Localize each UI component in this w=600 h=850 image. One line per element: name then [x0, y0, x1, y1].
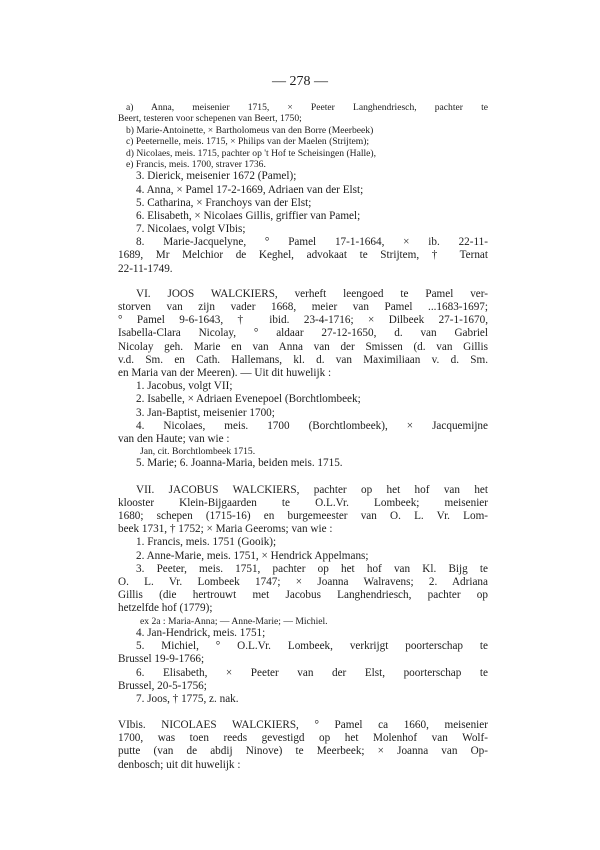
text-line: 3. Peeter, meis. 1751, pachter op het hof van Kl. Bijg te [136, 562, 488, 575]
page-number: — 278 — [272, 74, 328, 89]
text-line: beek 1731, † 1752; × Maria Geeroms; van wie : [118, 523, 333, 536]
text-line: 22-11-1749. [118, 262, 173, 275]
text-line: Isabella-Clara Nicolay, ° aldaar 27-12-1650, d. van Gabriel [118, 327, 488, 340]
text-line: Gillis (die hertrouwt met Jacobus Langhendriesch, pachter op [118, 589, 488, 602]
text-line: Jan, cit. Borchtlombeek 1715. [140, 446, 256, 458]
text-line: 5. Marie; 6. Joanna-Maria, beiden meis. 1715. [136, 457, 343, 470]
text-line: d) Nicolaes, meis. 1715, pachter op 't Hof te Scheisingen (Halle), [126, 147, 377, 159]
text-line: Brussel, 20-5-1756; [118, 679, 207, 692]
text-line: b) Marie-Antoinette, × Bartholomeus van den Borre (Meerbeek) [126, 124, 374, 136]
text-line: denbosch; uit dit huwelijk : [118, 758, 241, 771]
text-line: 6. Elisabeth, × Nicolaes Gillis, griffier van Pamel; [136, 209, 361, 222]
text-line: 2. Isabelle, × Adriaen Evenepoel (Borchtlombeek; [136, 393, 361, 406]
text-line: klooster Klein-Bijgaarden te O.L.Vr. Lombeek; meisenier [118, 496, 488, 509]
text-line: ex 2a : Maria-Anna; — Anne-Marie; — Michiel. [140, 615, 328, 627]
text-line: c) Peeternelle, meis. 1715, × Philips van der Maelen (Strijtem); [126, 136, 370, 148]
paragraph-gap [118, 706, 488, 719]
text-line: Nicolay geh. Marie en van Anna van der Smissen (d. van Gillis [118, 340, 488, 353]
text-line: O. L. Vr. Lombeek 1747; × Joanna Walravens; 2. Adriana [118, 575, 488, 588]
text-line: 4. Nicolaes, meis. 1700 (Borchtlombeek), × Jacquemijne [136, 419, 488, 432]
text-line: 1700, was toen reeds gevestigd op het Molenhof van Wolf- [118, 732, 488, 745]
text-line: 5. Catharina, × Franchoys van der Elst; [136, 196, 312, 209]
text-line: 3. Jan-Baptist, meisenier 1700; [136, 406, 275, 419]
text-line: e) Francis, meis. 1700, straver 1736. [126, 158, 266, 170]
text-line: VII. JACOBUS WALCKIERS, pachter op het hof van het [136, 483, 488, 496]
text-line: v.d. Sm. en Cath. Hallemans, kl. d. van Maximiliaan v. d. Sm. [118, 353, 488, 366]
text-line: 4. Jan-Hendrick, meis. 1751; [136, 626, 266, 639]
text-line: 8. Marie-Jacquelyne, ° Pamel 17-1-1664, × ib. 22-11- [136, 236, 488, 249]
body-text [118, 102, 488, 772]
text-line: 7. Joos, † 1775, z. nak. [136, 692, 239, 705]
text-line: VI. JOOS WALCKIERS, verheft leengoed te Pamel ver- [136, 287, 488, 300]
text-line: 1680; schepen (1715-16) en burgemeester van O. L. Vr. Lom- [118, 510, 488, 523]
text-line: 6. Elisabeth, × Peeter van der Elst, poorterschap te [136, 666, 488, 679]
text-line: a) Anna, meisenier 1715, × Peeter Langhendriesch, pachter te [126, 102, 488, 113]
text-line: 2. Anne-Marie, meis. 1751, × Hendrick Appelmans; [136, 549, 369, 562]
text-line: 4. Anna, × Pamel 17-2-1669, Adriaen van der Elst; [136, 183, 364, 196]
text-line: Brussel 19-9-1766; [118, 653, 205, 666]
text-line: ° Pamel 9-6-1643, † ibid. 23-4-1716; × Dilbeek 27-1-1670, [118, 314, 488, 327]
text-line: 3. Dierick, meisenier 1672 (Pamel); [136, 170, 297, 183]
text-line: putte (van de abdij Ninove) te Meerbeek; × Joanna van Op- [118, 745, 488, 758]
text-line: Beert, testeren voor schepenen van Beert, 1750; [118, 113, 302, 125]
text-line: 5. Michiel, ° O.L.Vr. Lombeek, verkrijgt poorterschap te [136, 640, 488, 653]
text-line: 7. Nicolaes, volgt VIbis; [136, 223, 246, 236]
text-line: van den Haute; van wie : [118, 432, 230, 445]
text-line: storven van zijn vader 1668, meier van Pamel ...1683-1697; [118, 301, 488, 314]
paragraph-gap [118, 471, 488, 484]
text-line: en Maria van der Meeren). — Uit dit huwelijk : [118, 366, 332, 379]
paragraph-gap [118, 276, 488, 288]
text-line: 1689, Mr Melchior de Keghel, advokaat te Strijtem, † Ternat [118, 249, 488, 262]
text-line: VIbis. NICOLAES WALCKIERS, ° Pamel ca 1660, meisenier [118, 719, 488, 732]
text-line: 1. Jacobus, volgt VII; [136, 380, 233, 393]
text-line: 1. Francis, meis. 1751 (Gooik); [136, 536, 277, 549]
text-line: hetzelfde hof (1779); [118, 602, 213, 615]
